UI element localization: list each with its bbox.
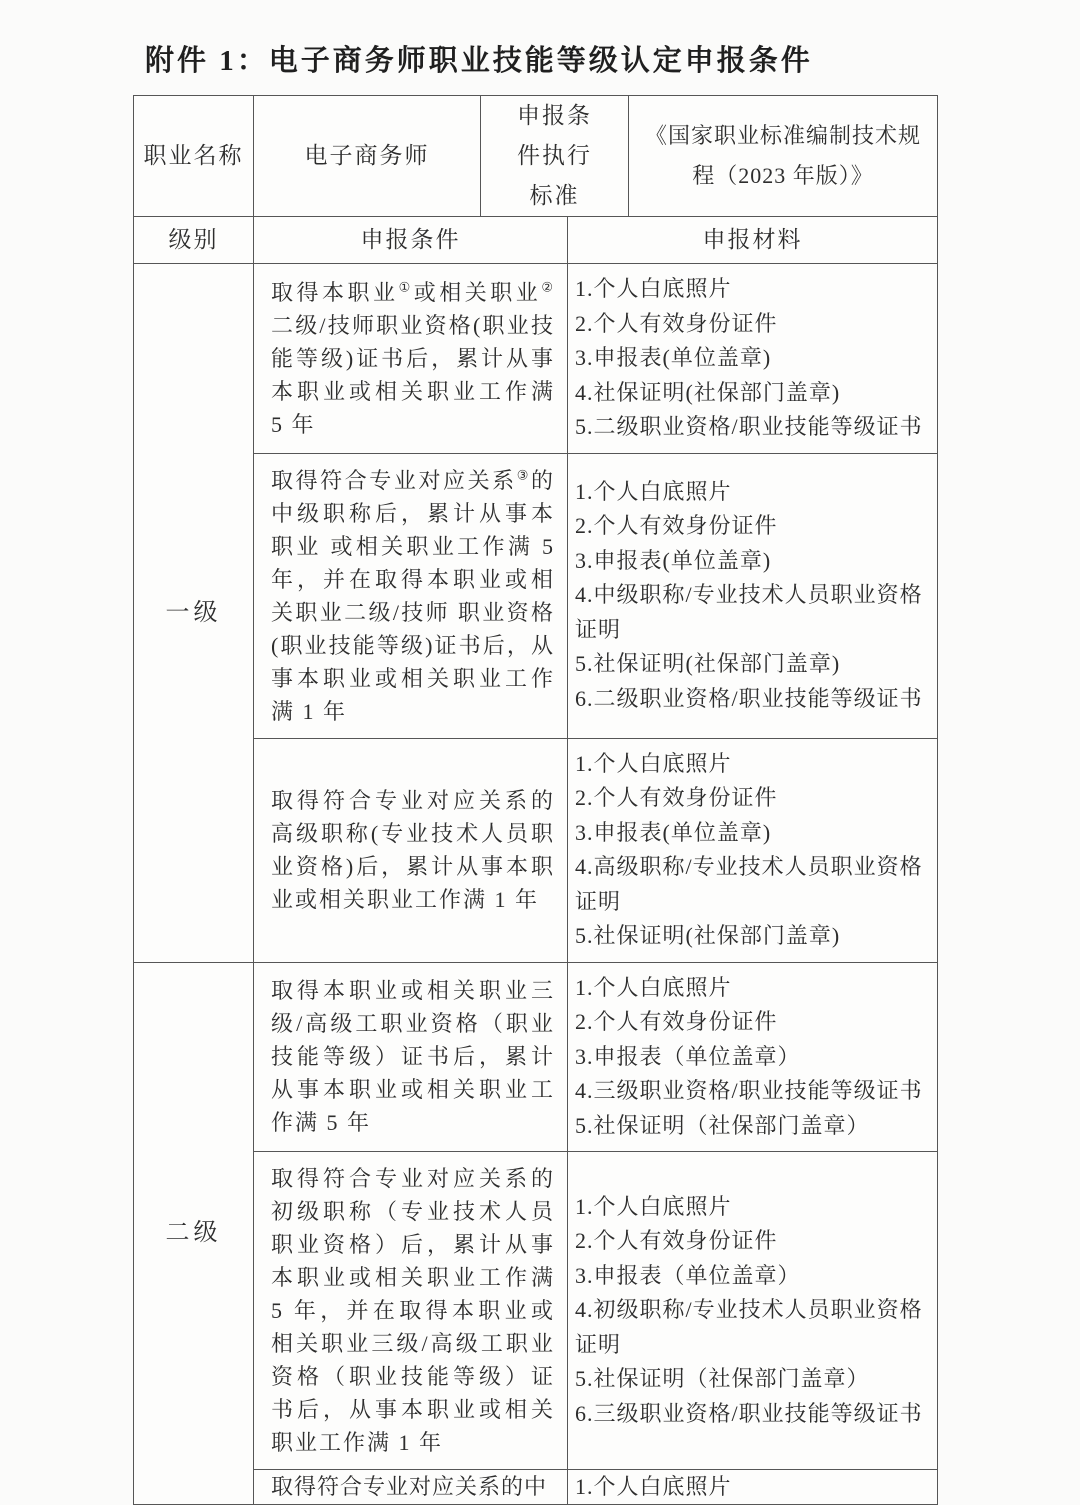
materials-cell bbox=[568, 1470, 938, 1505]
material-item: 3.申报表（单位盖章） bbox=[575, 1043, 801, 1069]
condition-cell: 取得符合专业对应关系的初级职称（专业技术人员职业资格）后，累计从事本职业或相关职业工作满 5 年，并在取得本职业或相关职业三级/高级工职业资格（职业技能等级）证书后，从事本职业或相关职业工作满 1 年 bbox=[254, 1152, 568, 1470]
table-row bbox=[134, 453, 938, 738]
page-title: 附件 1：电子商务师职业技能等级认定申报条件 bbox=[145, 45, 813, 77]
material-item: 4.三级职业资格/职业技能等级证书 bbox=[575, 1078, 923, 1103]
application-conditions-table bbox=[133, 95, 938, 1505]
material-item: 2.个人有效身份证件 bbox=[575, 785, 778, 810]
material-item: 3.申报表(单位盖章) bbox=[575, 819, 772, 845]
material-item: 2.个人有效身份证件 bbox=[575, 1228, 778, 1254]
table-row-partial bbox=[134, 1470, 938, 1505]
materials-cell bbox=[568, 453, 938, 738]
table-row bbox=[134, 1152, 938, 1470]
condition-cell: 取得符合专业对应关系③的中级职称后，累计从事本职业 或相关职业工作满 5 年，并在取得本职业或相关职业二级/技师 职业资格(职业技能等级)证书后，从事本职业或相关职业工作满 1 年 bbox=[254, 453, 568, 738]
level-column-header: 级别 bbox=[134, 217, 254, 264]
table-row bbox=[134, 264, 938, 454]
materials-cell bbox=[568, 264, 938, 454]
material-item: 3.申报表(单位盖章) bbox=[575, 345, 772, 370]
material-item: 6.三级职业资格/职业技能等级证书 bbox=[575, 1400, 923, 1426]
occupation-name-label: 职业名称 bbox=[134, 96, 254, 217]
header-row-2 bbox=[134, 217, 938, 264]
material-item: 5.二级职业资格/职业技能等级证书 bbox=[575, 414, 923, 439]
material-item: 4.高级职称/专业技术人员职业资格证明 bbox=[575, 854, 923, 914]
material-item: 1.个人白底照片 bbox=[575, 750, 732, 776]
materials-column-header: 申报材料 bbox=[568, 217, 938, 264]
material-item: 3.申报表（单位盖章） bbox=[575, 1262, 801, 1288]
material-item: 1.个人白底照片 bbox=[575, 1474, 732, 1499]
materials-cell bbox=[568, 1152, 938, 1470]
material-item: 2.个人有效身份证件 bbox=[575, 1009, 778, 1034]
standard-label: 申报条件执行标准 bbox=[481, 96, 629, 217]
material-item: 4.初级职称/专业技术人员职业资格证明 bbox=[575, 1297, 923, 1357]
material-item: 5.社保证明(社保部门盖章) bbox=[575, 651, 841, 677]
material-item: 2.个人有效身份证件 bbox=[575, 310, 778, 336]
material-item: 6.二级职业资格/职业技能等级证书 bbox=[575, 685, 923, 711]
condition-cell: 取得本职业①或相关职业②二级/技师职业资格(职业技能等级)证书后，累计从事本职业或相关职业工作满 5 年 bbox=[254, 264, 568, 454]
level-cell-level2: 二级 bbox=[134, 962, 254, 1505]
material-item: 1.个人白底照片 bbox=[575, 974, 732, 1000]
table-row bbox=[134, 962, 938, 1152]
occupation-name-value: 电子商务师 bbox=[254, 96, 481, 217]
material-item: 4.社保证明(社保部门盖章) bbox=[575, 379, 841, 405]
material-item: 1.个人白底照片 bbox=[575, 276, 732, 301]
table-row bbox=[134, 738, 938, 962]
condition-cell: 取得符合专业对应关系的中 bbox=[254, 1470, 568, 1505]
materials-cell bbox=[568, 962, 938, 1152]
condition-cell: 取得本职业或相关职业三级/高级工职业资格（职业技能等级）证书后，累计从事本职业或相关职业工作满 5 年 bbox=[254, 962, 568, 1152]
material-item: 2.个人有效身份证件 bbox=[575, 513, 778, 539]
standard-value: 《国家职业标准编制技术规程（2023 年版）》 bbox=[629, 96, 938, 217]
material-item: 5.社保证明(社保部门盖章) bbox=[575, 923, 841, 948]
materials-cell bbox=[568, 738, 938, 962]
material-item: 5.社保证明（社保部门盖章） bbox=[575, 1366, 870, 1392]
material-item: 4.中级职称/专业技术人员职业资格证明 bbox=[575, 582, 923, 642]
material-item: 5.社保证明（社保部门盖章） bbox=[575, 1112, 870, 1138]
condition-cell: 取得符合专业对应关系的高级职称(专业技术人员职业资格)后，累计从事本职业或相关职业工作满 1 年 bbox=[254, 738, 568, 962]
material-item: 3.申报表(单位盖章) bbox=[575, 547, 772, 573]
material-item: 1.个人白底照片 bbox=[575, 1193, 732, 1219]
header-row-1 bbox=[134, 96, 938, 217]
level-cell-level1: 一级 bbox=[134, 264, 254, 963]
material-item: 1.个人白底照片 bbox=[575, 478, 732, 504]
conditions-column-header: 申报条件 bbox=[254, 217, 568, 264]
